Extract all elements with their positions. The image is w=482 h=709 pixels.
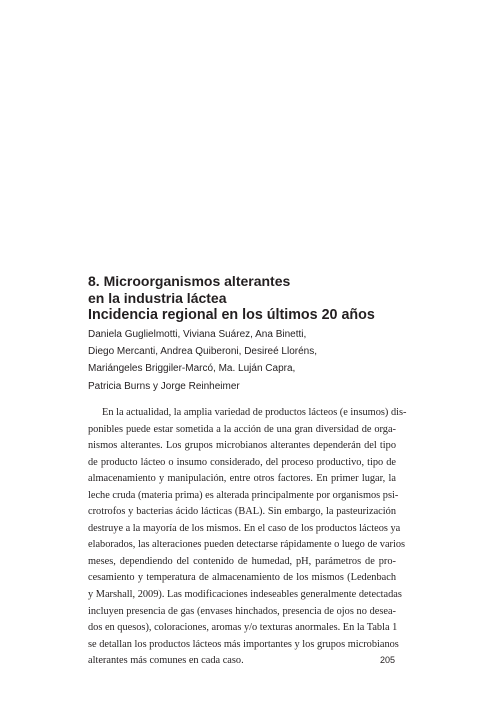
body-line: meses, dependiendo del contenido de humedad, pH, parámetros de pro-	[88, 555, 396, 567]
body-line: leche cruda (materia prima) es alterada principalmente por organismos psi-	[88, 489, 399, 501]
author-list	[88, 326, 408, 395]
author-line: Diego Mercanti, Andrea Quiberoni, Desireé Lloréns,	[88, 346, 318, 358]
body-line: destruye a la mayoría de los mismos. En el caso de los productos lácteos ya	[88, 522, 401, 534]
chapter-title	[88, 273, 408, 307]
chapter-heading	[88, 273, 408, 395]
page-number: 205	[380, 655, 396, 665]
body-line: se detallan los productos lácteos más importantes y los grupos microbianos	[88, 638, 399, 650]
chapter-title-line: en la industria láctea	[88, 290, 227, 306]
body-line: ponibles puede estar sometida a la acción de una gran diversidad de orga-	[88, 423, 396, 435]
body-line: de producto lácteo o insumo considerado, del proceso productivo, tipo de	[88, 456, 396, 468]
chapter-title-line: 8. Microorganismos alterantes	[88, 273, 291, 289]
body-line: dos en quesos), coloraciones, aromas y/o texturas anormales. En la Tabla 1	[88, 622, 398, 634]
body-paragraph	[88, 405, 407, 670]
body-line: crotrofos y bacterias ácido lácticas (BAL). Sin embargo, la pasteurización	[88, 506, 396, 518]
body-line: En la actualidad, la amplia variedad de productos lácteos (e insumos) dis-	[102, 407, 407, 418]
body-line: elaborados, las alteraciones pueden detectarse rápidamente o luego de varios	[88, 539, 406, 551]
author-line: Patricia Burns y Jorge Reinheimer	[88, 380, 240, 392]
author-line: Mariángeles Briggiler-Marcó, Ma. Luján Capra,	[88, 363, 296, 375]
body-line: incluyen presencia de gas (envases hinchados, presencia de ojos no desea-	[88, 605, 396, 617]
chapter-subtitle: Incidencia regional en los últimos 20 años	[88, 307, 375, 323]
body-line: alterantes más comunes en cada caso.	[88, 655, 244, 667]
author-line: Daniela Guglielmotti, Viviana Suárez, Ana Binetti,	[88, 329, 307, 340]
body-line: nismos alterantes. Los grupos microbianos alterantes dependerán del tipo	[88, 440, 396, 452]
body-line: cesamiento y temperatura de almacenamiento de los mismos (Ledenbach	[88, 572, 396, 584]
body-line: y Marshall, 2009). Las modificaciones indeseables generalmente detectadas	[88, 589, 402, 601]
body-line: almacenamiento y manipulación, entre otros factores. En primer lugar, la	[88, 473, 396, 485]
